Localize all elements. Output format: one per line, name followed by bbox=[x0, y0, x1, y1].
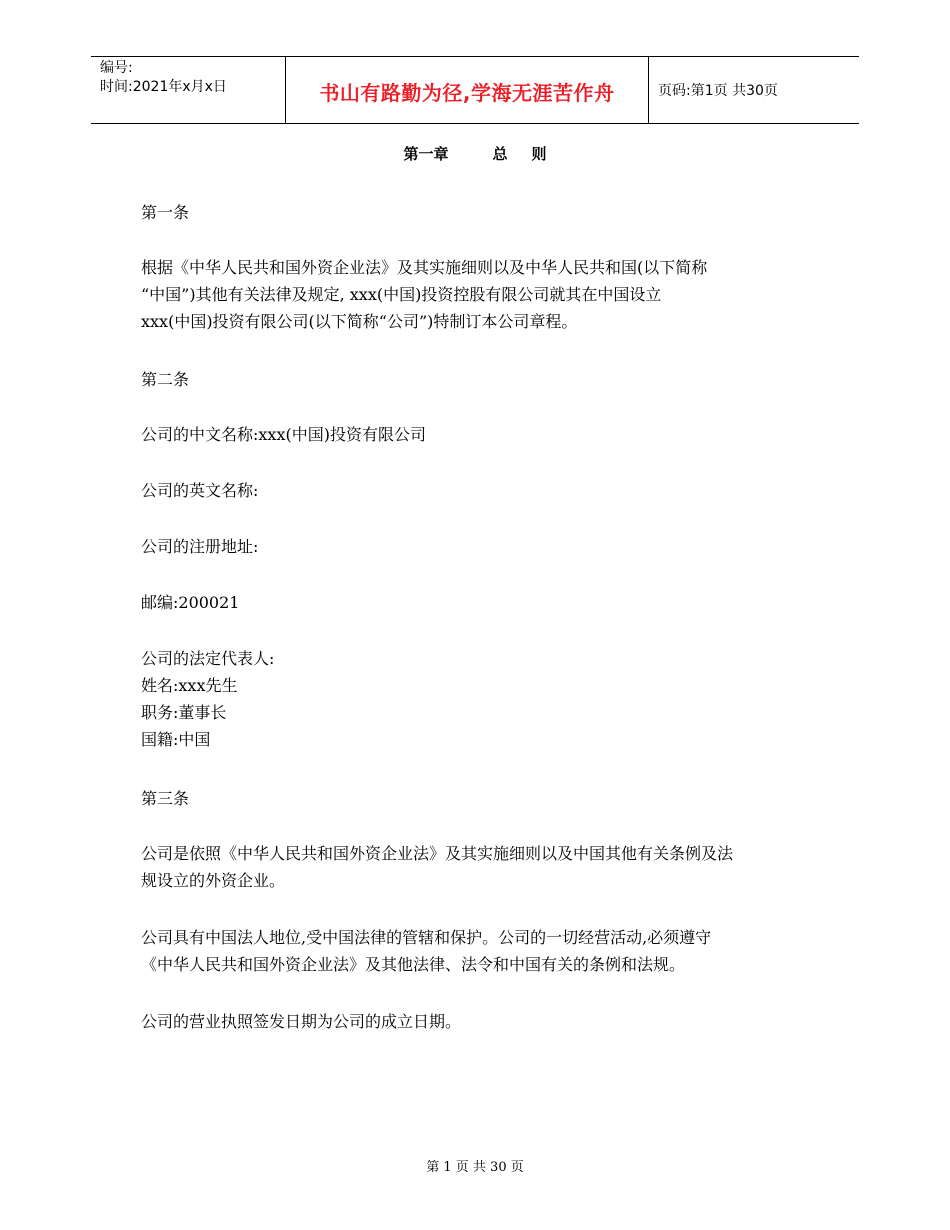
article-1-line-3: xxx(中国)投资有限公司(以下简称“公司”)特制订本公司章程。 bbox=[141, 312, 578, 331]
company-postcode: 邮编:200021 bbox=[141, 593, 240, 612]
article-1-body bbox=[141, 254, 821, 335]
legal-representative-name: 姓名:xxx先生 bbox=[141, 676, 238, 695]
document-number-label: 编号: bbox=[100, 60, 133, 76]
header-motto-cell bbox=[286, 57, 649, 123]
article-3-paragraph-2 bbox=[141, 924, 821, 978]
article-3-p1-line-2: 规设立的外资企业。 bbox=[141, 871, 286, 890]
document-time-label: 时间:2021年x月x日 bbox=[100, 79, 227, 95]
company-registered-address: 公司的注册地址: bbox=[141, 537, 259, 556]
company-english-name: 公司的英文名称: bbox=[141, 481, 259, 500]
article-1-line-2: “中国”)其他有关法律及规定, xxx(中国)投资控股有限公司就其在中国设立 bbox=[141, 285, 662, 304]
header-page-cell bbox=[649, 57, 859, 123]
motto-text: 书山有路勤为径,学海无涯苦作舟 bbox=[319, 80, 615, 105]
company-chinese-name: 公司的中文名称:xxx(中国)投资有限公司 bbox=[141, 425, 426, 444]
chapter-title bbox=[0, 143, 950, 164]
article-3-heading: 第三条 bbox=[141, 789, 190, 808]
article-3-p2-line-2: 《中华人民共和国外资企业法》及其他法律、法令和中国有关的条例和法规。 bbox=[141, 955, 686, 974]
header-meta-cell bbox=[91, 57, 286, 123]
legal-representative-position: 职务:董事长 bbox=[141, 703, 227, 722]
article-3-p1-line-1: 公司是依照《中华人民共和国外资企业法》及其实施细则以及中国其他有关条例及法 bbox=[141, 844, 734, 863]
article-3-p2-line-1: 公司具有中国法人地位,受中国法律的管辖和保护。公司的一切经营活动,必须遵守 bbox=[141, 928, 712, 947]
legal-representative-block bbox=[141, 645, 821, 753]
legal-representative-nationality: 国籍:中国 bbox=[141, 730, 211, 749]
chapter-title-char-2: 则 bbox=[531, 145, 547, 163]
article-1-line-1: 根据《中华人民共和国外资企业法》及其实施细则以及中华人民共和国(以下简称 bbox=[141, 258, 708, 277]
chapter-title-char-1: 总 bbox=[492, 145, 508, 163]
article-1-heading: 第一条 bbox=[141, 203, 190, 222]
header-page-info: 页码:第1页 共30页 bbox=[658, 83, 778, 99]
page-footer: 第 1 页 共 30 页 bbox=[426, 1160, 524, 1175]
article-2-heading: 第二条 bbox=[141, 370, 190, 389]
document-header bbox=[91, 56, 859, 124]
chapter-number: 第一章 bbox=[403, 145, 449, 163]
article-3-paragraph-3: 公司的营业执照签发日期为公司的成立日期。 bbox=[141, 1012, 462, 1031]
article-3-paragraph-1 bbox=[141, 840, 821, 894]
legal-representative-label: 公司的法定代表人: bbox=[141, 649, 275, 668]
